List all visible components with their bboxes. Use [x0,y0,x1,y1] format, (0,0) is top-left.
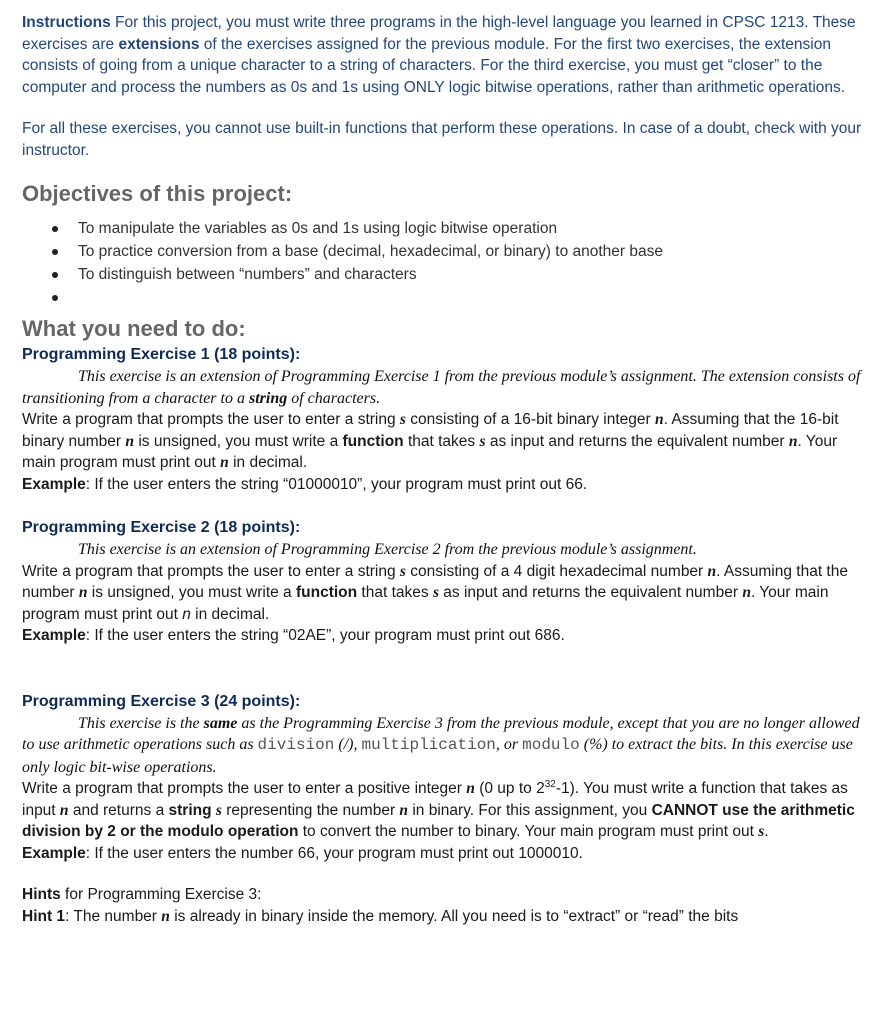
cannot-emphasis: CANNOT use the arithmetic division by 2 or the modulo operation [22,801,855,840]
exercise-2-example [22,625,862,647]
exercise-3 [22,691,862,865]
code-multiplication: multiplication [361,736,496,754]
note-text: (%) to extract the bits. In this exercise use only logic bit-wise operations. [22,736,853,776]
note-text: (/), [334,736,362,753]
example-label: Example [22,627,86,644]
spacer [22,864,862,884]
function-keyword: function [342,432,404,450]
body-text: representing the number [221,801,400,819]
note-text: , or [495,736,523,753]
objectives-heading: Objectives of this project: [22,181,293,206]
instructions-lead: Instructions [22,14,111,31]
exercise-1-example [22,474,862,496]
function-keyword: function [296,584,358,601]
objective-item: To distinguish between “numbers” and characters [22,263,862,286]
exercise-2-body [22,561,862,626]
note-text: This exercise is an extension of Programming Exercise 2 from the previous module’s assignment. [78,541,697,558]
body-text: in decimal. [190,605,270,623]
body-text: Write a program that prompts the user to enter a string [22,562,400,580]
exercise-3-example [22,843,862,865]
exercise-3-title: Programming Exercise 3 (24 points): [22,692,301,710]
todo-heading: What you need to do: [22,316,246,341]
note-text: as the Programming Exercise 3 from the previous module, except that you are no longer allowed to use arithmetic operations such as [22,714,860,753]
hint-text: : The number [65,907,162,925]
instructions-text-2: of the exercises assigned for the previous module. For the first two exercises, the extension consists of going from a unique character to a string of characters. For the third exercise, you must get “closer” to the computer and process the numbers as 0s and 1s using ONLY logic bitwise operations, rather than arithmetic operations. [22,35,846,96]
var-n: n [161,907,170,925]
exponent: 32 [544,778,556,790]
var-n: n [742,584,751,601]
body-text: -1). You must write a function that takes as input [22,780,848,819]
objective-item: To practice conversion from a base (decimal, hexadecimal, or binary) to another base [22,240,862,263]
spacer [22,495,862,517]
hints-title [22,884,862,906]
spacer [22,647,862,691]
var-s: s [432,584,439,601]
exercise-3-note [22,713,862,779]
note-text: This exercise is the [78,714,204,732]
body-text: Write a program that prompts the user to enter a string [22,411,400,428]
body-text: and returns a [68,801,169,819]
example-label: Example [22,844,86,862]
exercise-2-title: Programming Exercise 2 (18 points): [22,519,301,536]
body-text: . [764,823,769,840]
objective-item-empty [22,286,862,309]
body-text: . Your main program must print out [22,584,829,623]
exercise-1-body [22,409,862,474]
code-modulo: modulo [522,736,580,754]
exercise-2 [22,517,862,647]
example-label: Example [22,475,86,493]
hints-label: Hints [22,886,61,903]
var-n: n [78,584,88,601]
note-emphasis: string [248,389,288,407]
body-text: (0 up to 2 [474,780,545,797]
instructions-emphasis: extensions [118,35,200,53]
body-text: as input and returns the equivalent number [439,584,743,601]
string-keyword: string [168,801,212,819]
objective-item: To manipulate the variables as 0s and 1s using logic bitwise operation [22,217,862,240]
body-text: that takes [357,584,433,601]
body-text: is unsigned, you must write a [134,432,343,450]
note-text: This exercise is an extension of Programming Exercise 1 from the previous module’s assignment. The extension consists of transitioning from a character to a [22,368,861,407]
var-s: s [758,823,765,840]
body-text: . Assuming that the number [22,562,848,601]
var-s: s [399,562,406,580]
var-n: n [59,801,69,819]
objectives-list [22,217,862,309]
note-text: of characters. [287,389,381,407]
instructions-paragraph [22,12,862,98]
example-text: : If the user enters the string “02AE”, your program must print out 686. [85,627,565,644]
var-s: s [215,801,222,819]
body-text: . Assuming that the 16-bit binary number [22,411,839,450]
var-n: n [399,801,409,819]
hints-section [22,884,862,927]
hint-text: is already in binary inside the memory. All you need is to “extract” or “read” the bits [169,907,739,925]
document-page [22,12,862,927]
instructions-text-1: For this project, you must write three programs in the high-level language you learned in CPSC 1213. These exercises are [22,14,856,53]
body-text: to convert the number to binary. Your main program must print out [298,823,759,840]
example-text: : If the user enters the string “01000010”, your program must print out 66. [85,475,588,493]
exercise-1-note [22,366,862,409]
var-n: n [220,454,229,471]
var-n: n [182,605,191,623]
var-n: n [788,432,798,450]
exercise-1 [22,344,862,495]
var-n: n [125,432,135,450]
hint-1-label: Hint 1 [22,907,66,925]
body-text: in decimal. [228,454,308,471]
exercise-1-title: Programming Exercise 1 (18 points): [22,346,301,363]
example-text: : If the user enters the number 66, your program must print out 1000010. [85,844,583,862]
var-s: s [479,432,486,450]
note-emphasis: same [203,714,238,732]
body-text: that takes [403,432,480,450]
body-text: Write a program that prompts the user to enter a positive integer [22,780,467,797]
code-division: division [257,736,335,754]
body-text: consisting of a 16-bit binary integer [405,411,655,428]
body-text: . Your main program must print out [22,432,838,471]
var-n: n [654,411,664,428]
hint-1 [22,906,862,928]
exercise-3-body [22,778,862,843]
exercise-2-note [22,539,862,561]
var-s: s [399,411,406,428]
body-text: in binary. For this assignment, you [408,801,652,819]
body-text: consisting of a 4 digit hexadecimal number [405,562,708,580]
var-n: n [466,780,475,797]
var-n: n [707,562,717,580]
body-text: as input and returns the equivalent number [485,432,789,450]
builtin-functions-paragraph: For all these exercises, you cannot use built-in functions that perform these operations. In case of a doubt, check with your instructor. [22,120,862,159]
body-text: is unsigned, you must write a [87,584,296,601]
hints-title-text: for Programming Exercise 3: [60,886,262,903]
